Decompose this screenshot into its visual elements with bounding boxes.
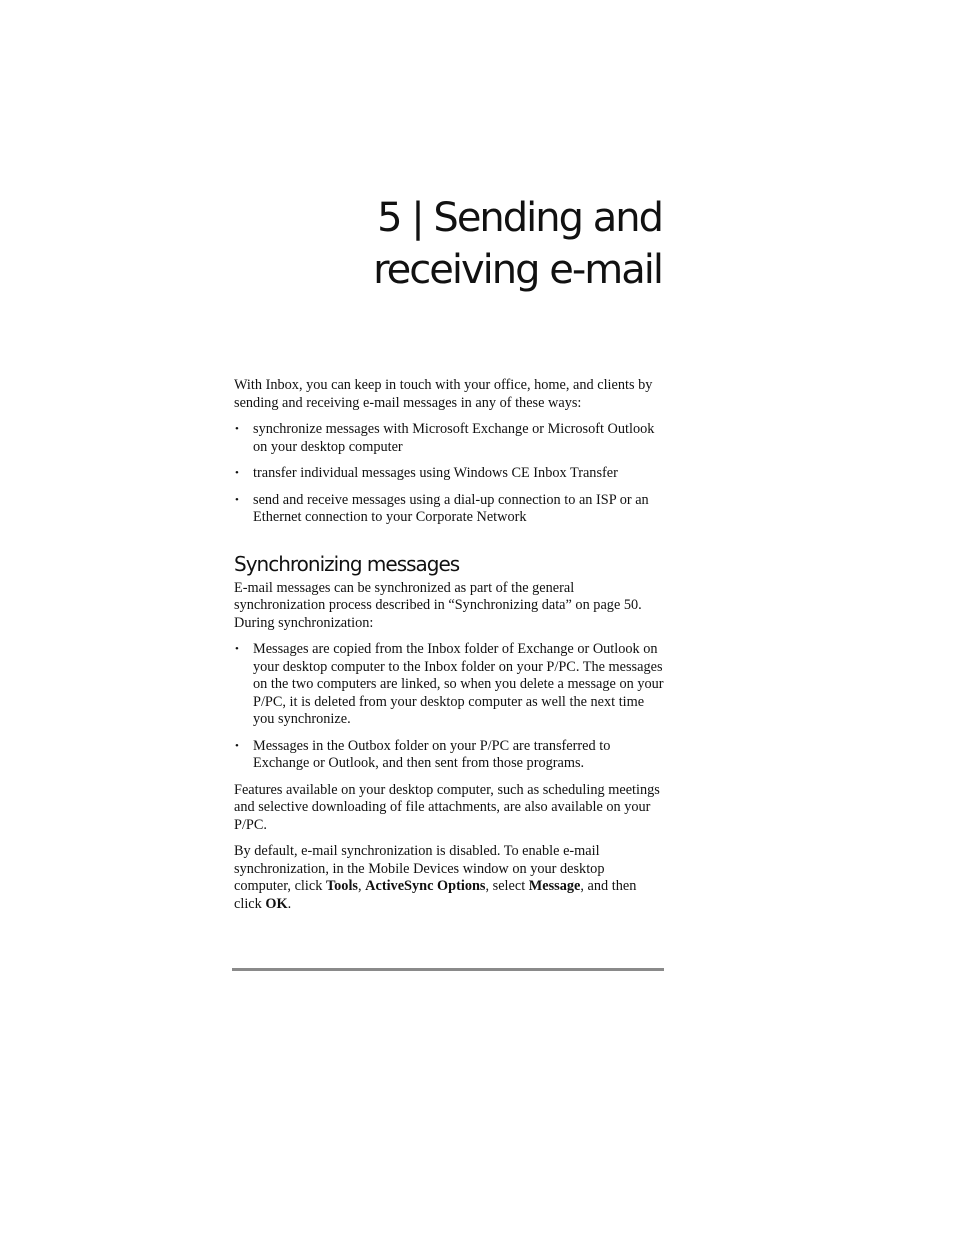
intro-bullet-list (234, 421, 664, 527)
list-item (234, 421, 664, 456)
list-item-text: Messages in the Outbox folder on your P/PC are transferred to Exchange or Outlook, and then sent from those programs. (253, 737, 611, 771)
section-paragraph-1: E-mail messages can be synchronized as part of the general synchronization process described in “Synchronizing data” on page 50. During synchronization: (234, 579, 642, 631)
list-item (234, 738, 664, 773)
section-paragraph-2: Features available on your desktop computer, such as scheduling meetings and selective downloading of file attachments, are also available on your P/PC. (234, 781, 660, 833)
bullet-icon: • (235, 739, 239, 752)
bullet-icon: • (235, 493, 239, 506)
menu-name-tools: Tools (325, 878, 358, 894)
menu-item-activesync-options: ActiveSync Options (365, 878, 486, 894)
list-item (234, 641, 664, 729)
bullet-icon: • (235, 643, 239, 655)
chapter-title (300, 192, 662, 296)
footer-divider (232, 968, 664, 971)
bullet-icon: • (235, 467, 239, 479)
list-item-text: synchronize messages with Microsoft Exchange or Microsoft Outlook on your desktop computer (253, 421, 655, 455)
list-item-text: transfer individual messages using Windows CE Inbox Transfer (253, 465, 618, 481)
paragraph-text: By default, e-mail synchronization is disabled. To enable e-mail synchronization, in the Mobile Devices window on your desktop computer, click (234, 843, 605, 894)
sentence-end: . (287, 895, 292, 912)
option-message: Message (528, 878, 581, 894)
section-paragraph-3 (234, 843, 664, 913)
page-body (234, 377, 664, 922)
section-heading: Synchronizing messages (234, 551, 460, 576)
bullet-icon: • (235, 423, 239, 435)
button-name-ok: OK (265, 895, 288, 912)
section-bullet-list (234, 641, 664, 773)
intro-paragraph: With Inbox, you can keep in touch with your office, home, and clients by sending and receiving e-mail messages in any of these ways: (234, 377, 653, 411)
list-item-text: send and receive messages using a dial-up connection to an ISP or an Ethernet connection to your Corporate Network (253, 491, 649, 525)
separator: , and then click (234, 878, 637, 912)
separator: , select (485, 878, 529, 894)
chapter-title-line-1: 5 | Sending and (377, 195, 662, 241)
chapter-title-line-2: receiving e-mail (373, 247, 662, 293)
list-item (234, 492, 664, 527)
list-item (234, 465, 664, 483)
separator: , (358, 878, 366, 894)
list-item-text: Messages are copied from the Inbox folder of Exchange or Outlook on your desktop computer to the Inbox folder on your P/PC. The messages on the two computers are linked, so when you delete a message on your P/PC, it is deleted from your desktop computer as well the next time you synchronize. (253, 641, 664, 727)
